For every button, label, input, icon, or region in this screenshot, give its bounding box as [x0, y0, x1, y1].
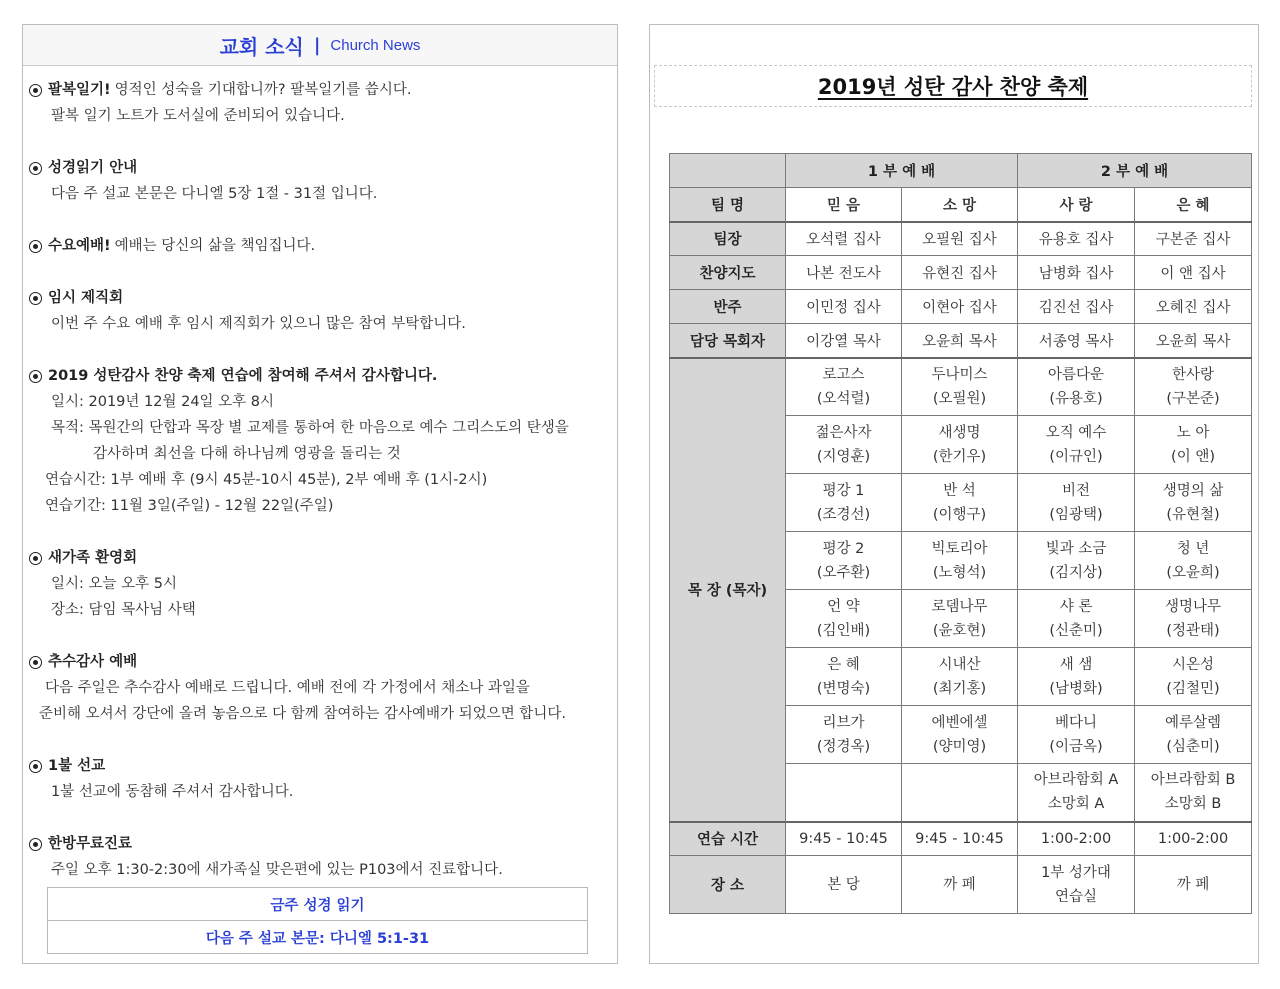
- role-label: 찬양지도: [670, 256, 786, 290]
- news-item-thanksgiving: [29, 649, 614, 727]
- cell-group-name: 시내산: [938, 656, 981, 673]
- role-rows: [670, 222, 1252, 358]
- church-news-panel: [22, 24, 618, 964]
- cell-group-leader: (이금옥): [1049, 738, 1103, 755]
- cell-group-leader: (이 앤): [1171, 448, 1215, 465]
- team-name-cell: 사 랑: [1018, 188, 1135, 222]
- role-cell: 오필원 집사: [902, 222, 1018, 256]
- cell-group-leader: (노형석): [932, 564, 987, 581]
- place-line: 까 페: [1176, 876, 1210, 893]
- target-bullet-icon: [29, 838, 42, 851]
- cell-group-cell: [902, 416, 1018, 474]
- cell-group-name: 새생명: [938, 424, 981, 441]
- cell-group-cell: [1018, 358, 1135, 416]
- news-title: 성경읽기 안내: [48, 160, 138, 176]
- cell-group-leader: (변명숙): [816, 680, 871, 697]
- festival-schedule-table: [669, 153, 1252, 914]
- news-line: 다음 주일은 추수감사 예배로 드립니다. 예배 전에 각 가정에서 채소나 과일을: [45, 680, 530, 696]
- news-title: 새가족 환영회: [48, 550, 138, 566]
- news-line: 장소: 담임 목사님 사택: [51, 602, 196, 618]
- cell-group-cell: [786, 648, 902, 706]
- role-cell: 이 앤 집사: [1135, 256, 1252, 290]
- place-label: 장 소: [670, 856, 786, 914]
- practice-time-cell: 9:45 - 10:45: [786, 822, 902, 856]
- cell-group-cell: [1018, 764, 1135, 822]
- cell-group-name: 로고스: [822, 366, 865, 383]
- cell-group-cell: [786, 764, 902, 822]
- cell-group-name: 비전: [1062, 482, 1091, 499]
- news-line: 1불 선교에 동참해 주셔서 감사합니다.: [51, 784, 294, 800]
- cell-group-cell: [786, 706, 902, 764]
- role-cell: 오혜진 집사: [1135, 290, 1252, 324]
- news-line: 팔복 일기 노트가 도서실에 준비되어 있습니다.: [51, 108, 345, 124]
- cell-group-name: 로뎀나무: [931, 598, 988, 615]
- role-row: [670, 290, 1252, 324]
- team-name-cell: 믿 음: [786, 188, 902, 222]
- cell-group-leader: (남병화): [1049, 680, 1103, 697]
- place-line: 1부 성가대: [1041, 864, 1111, 881]
- practice-time-label: 연습 시간: [670, 822, 786, 856]
- news-line: 감사하며 최선을 다해 하나님께 영광을 돌리는 것: [93, 446, 401, 462]
- role-cell: 오윤희 목사: [902, 324, 1018, 358]
- role-cell: 오윤희 목사: [1135, 324, 1252, 358]
- target-bullet-icon: [29, 292, 42, 305]
- practice-time-cell: 1:00-2:00: [1135, 822, 1252, 856]
- news-line: 준비해 오셔서 강단에 올려 놓음으로 다 함께 참여하는 감사예배가 되었으면 합니다.: [39, 706, 566, 722]
- role-label: 반주: [670, 290, 786, 324]
- cell-group-name: 청 년: [1176, 540, 1210, 557]
- cell-group-cell: [902, 590, 1018, 648]
- team-name-label: 팀 명: [670, 188, 786, 222]
- cell-group-name: 시온성: [1172, 656, 1215, 673]
- news-list: [29, 77, 614, 909]
- cell-group-name: 빅토리아: [931, 540, 988, 557]
- reading-box-text: 다음 주 설교 본문: 다니엘 5:1-31: [48, 920, 587, 953]
- role-cell: 이민정 집사: [786, 290, 902, 324]
- news-title-text: 영적인 성숙을 기대합니까? 팔복일기를 씁시다.: [114, 82, 412, 98]
- news-title: 수요예배!: [48, 238, 111, 254]
- news-line: 다음 주 설교 본문은 다니엘 5장 1절 - 31절 입니다.: [51, 186, 378, 202]
- reading-box-title: 금주 성경 읽기: [270, 897, 365, 914]
- place-cell: [1018, 856, 1135, 914]
- news-line: 이번 주 수요 예배 후 임시 제직회가 있으니 많은 참여 부탁합니다.: [51, 316, 466, 332]
- news-item-bible-reading: [29, 155, 614, 207]
- cell-group-name: 오직 예수: [1045, 424, 1107, 441]
- weekly-bible-reading-box: [47, 887, 588, 954]
- cell-group-cell: [902, 474, 1018, 532]
- cell-group-name: 은 혜: [827, 656, 860, 673]
- cell-group-leader: (구본준): [1166, 390, 1220, 407]
- target-bullet-icon: [29, 552, 42, 565]
- cell-group-cell: [1135, 474, 1252, 532]
- cell-group-cell: [1135, 764, 1252, 822]
- cell-group-name: 예루살렘: [1165, 714, 1222, 731]
- cell-group-leader: (양미영): [932, 738, 987, 755]
- cell-group-leader: (오석렬): [816, 390, 871, 407]
- cell-group-cell: [786, 358, 902, 416]
- cell-group-name: 베다니: [1055, 714, 1098, 731]
- news-line: 주일 오후 1:30-2:30에 새가족실 맞은편에 있는 P103에서 진료합니다.: [51, 862, 503, 878]
- role-label: 팀장: [670, 222, 786, 256]
- festival-title-box: [654, 65, 1252, 107]
- place-cell: [902, 856, 1018, 914]
- cell-group-name: 아름다운: [1048, 366, 1105, 383]
- cell-group-name: 노 아: [1176, 424, 1210, 441]
- role-cell: 남병화 집사: [1018, 256, 1135, 290]
- cell-group-leader: 소망회 A: [1047, 796, 1105, 813]
- target-bullet-icon: [29, 162, 42, 175]
- target-bullet-icon: [29, 240, 42, 253]
- team-name-cell: 은 혜: [1135, 188, 1252, 222]
- role-label: 담당 목회자: [670, 324, 786, 358]
- header-korean-title: 교회 소식: [219, 34, 304, 59]
- news-item-oriental-clinic: [29, 831, 614, 883]
- header-separator: |: [313, 34, 321, 56]
- cell-group-leader: 소망회 B: [1164, 796, 1222, 813]
- role-cell: 오석렬 집사: [786, 222, 902, 256]
- cell-group-name: 새 샘: [1059, 656, 1093, 673]
- role-cell: 유현진 집사: [902, 256, 1018, 290]
- cell-group-cell: [902, 764, 1018, 822]
- cell-group-name: 빛과 소금: [1045, 540, 1107, 557]
- place-line: 연습실: [1055, 888, 1098, 905]
- cell-group-name: 한사랑: [1172, 366, 1215, 383]
- role-row: [670, 256, 1252, 290]
- role-cell: 서종영 목사: [1018, 324, 1135, 358]
- news-title-text: 예배는 당신의 삶을 책임집니다.: [114, 238, 316, 254]
- place-cell: [1135, 856, 1252, 914]
- cell-group-cell: [786, 532, 902, 590]
- cell-group-name: 아브라함회 A: [1033, 772, 1119, 789]
- festival-panel: [649, 24, 1259, 964]
- news-item-wednesday-service: [29, 233, 614, 259]
- news-title: 임시 제직회: [48, 290, 124, 306]
- cell-group-leader: (오주환): [816, 564, 871, 581]
- news-line: 일시: 2019년 12월 24일 오후 8시: [51, 394, 275, 410]
- service-2-header: 2 부 예 배: [1018, 154, 1252, 188]
- cell-rows: [670, 358, 1252, 822]
- corner-cell: [670, 154, 786, 188]
- church-news-header: [23, 25, 617, 66]
- role-cell: 이현아 집사: [902, 290, 1018, 324]
- service-1-header: 1 부 예 배: [786, 154, 1018, 188]
- cell-group-name: 두나미스: [931, 366, 988, 383]
- target-bullet-icon: [29, 84, 42, 97]
- cell-group-cell: [1135, 590, 1252, 648]
- cell-group-leader: (이규인): [1049, 448, 1103, 465]
- cell-group-cell: [1018, 706, 1135, 764]
- news-line: 연습기간: 11월 3일(주일) - 12월 22일(주일): [45, 498, 334, 514]
- news-item-christmas-festival: [29, 363, 614, 519]
- cell-group-name: 아브라함회 B: [1150, 772, 1236, 789]
- place-line: 본 당: [827, 876, 860, 893]
- cell-group-cell: [902, 706, 1018, 764]
- cell-group-cell: [786, 590, 902, 648]
- cell-group-leader: (심춘미): [1166, 738, 1220, 755]
- cell-group-cell: [1135, 532, 1252, 590]
- cell-group-name: 반 석: [943, 482, 976, 499]
- cell-group-leader: (유현철): [1166, 506, 1220, 523]
- festival-title: 2019년 성탄 감사 찬양 축제: [817, 75, 1089, 99]
- role-cell: 나본 전도사: [786, 256, 902, 290]
- cell-group-leader: (유용호): [1049, 390, 1103, 407]
- cell-group-name: 생명의 삶: [1162, 482, 1224, 499]
- cell-group-cell: [1135, 648, 1252, 706]
- cell-group-leader: (김철민): [1166, 680, 1220, 697]
- practice-time-cell: 9:45 - 10:45: [902, 822, 1018, 856]
- cell-group-cell: [1135, 706, 1252, 764]
- cell-group-name: 샤 론: [1059, 598, 1093, 615]
- cell-group-leader: (오윤희): [1166, 564, 1220, 581]
- news-item-new-family: [29, 545, 614, 623]
- role-row: [670, 222, 1252, 256]
- cell-group-name: 평강 2: [822, 540, 865, 557]
- cell-group-label: 목 장 (목자): [670, 358, 786, 822]
- cell-group-cell: [1135, 416, 1252, 474]
- news-line: 목적: 목원간의 단합과 목장 별 교제를 통하여 한 마음으로 예수 그리스도의 탄생을: [51, 420, 569, 436]
- news-item-deacon-meeting: [29, 285, 614, 337]
- cell-group-cell: [902, 532, 1018, 590]
- cell-group-row: [670, 358, 1252, 416]
- cell-group-leader: (정경옥): [816, 738, 871, 755]
- cell-group-cell: [902, 358, 1018, 416]
- cell-group-cell: [1135, 358, 1252, 416]
- place-cell: [786, 856, 902, 914]
- team-name-cell: 소 망: [902, 188, 1018, 222]
- cell-group-cell: [1018, 416, 1135, 474]
- cell-group-name: 젊은사자: [815, 424, 872, 441]
- news-line: 연습시간: 1부 예배 후 (9시 45분-10시 45분), 2부 예배 후 (1시-2시): [45, 472, 488, 488]
- news-title: 추수감사 예배: [48, 654, 138, 670]
- cell-group-cell: [786, 474, 902, 532]
- header-english-title: Church News: [330, 36, 421, 54]
- cell-group-name: 언 약: [827, 598, 860, 615]
- cell-group-cell: [786, 416, 902, 474]
- role-cell: 구본준 집사: [1135, 222, 1252, 256]
- cell-group-cell: [1018, 474, 1135, 532]
- cell-group-leader: (오필원): [932, 390, 987, 407]
- target-bullet-icon: [29, 656, 42, 669]
- practice-time-cell: 1:00-2:00: [1018, 822, 1135, 856]
- cell-group-leader: (지영훈): [816, 448, 871, 465]
- role-cell: 김진선 집사: [1018, 290, 1135, 324]
- cell-group-leader: (이행구): [932, 506, 987, 523]
- cell-group-leader: (김인배): [816, 622, 871, 639]
- cell-group-cell: [902, 648, 1018, 706]
- news-title: 팔복일기!: [48, 82, 111, 98]
- news-title: 1불 선교: [48, 758, 106, 774]
- place-line: 까 페: [943, 876, 976, 893]
- cell-group-cell: [1018, 532, 1135, 590]
- cell-group-name: 평강 1: [822, 482, 865, 499]
- target-bullet-icon: [29, 760, 42, 773]
- news-title: 2019 성탄감사 찬양 축제 연습에 참여해 주셔서 감사합니다.: [48, 368, 438, 384]
- news-item-palbok-diary: [29, 77, 614, 129]
- cell-group-name: 에벤에셀: [931, 714, 988, 731]
- role-row: [670, 324, 1252, 358]
- cell-group-cell: [1018, 590, 1135, 648]
- cell-group-leader: (최기홍): [932, 680, 987, 697]
- cell-group-leader: (조경선): [816, 506, 871, 523]
- news-line: 일시: 오늘 오후 5시: [51, 576, 177, 592]
- cell-group-leader: (신춘미): [1049, 622, 1103, 639]
- news-item-one-dollar-mission: [29, 753, 614, 805]
- cell-group-leader: (한기우): [932, 448, 987, 465]
- cell-group-name: 생명나무: [1165, 598, 1222, 615]
- cell-group-leader: (김지상): [1049, 564, 1103, 581]
- cell-group-name: 리브가: [822, 714, 865, 731]
- cell-group-cell: [1018, 648, 1135, 706]
- news-title: 한방무료진료: [48, 836, 133, 852]
- target-bullet-icon: [29, 370, 42, 383]
- cell-group-leader: (정관태): [1166, 622, 1220, 639]
- role-cell: 유용호 집사: [1018, 222, 1135, 256]
- cell-group-leader: (임광택): [1049, 506, 1103, 523]
- role-cell: 이강열 목사: [786, 324, 902, 358]
- cell-group-leader: (윤호현): [932, 622, 987, 639]
